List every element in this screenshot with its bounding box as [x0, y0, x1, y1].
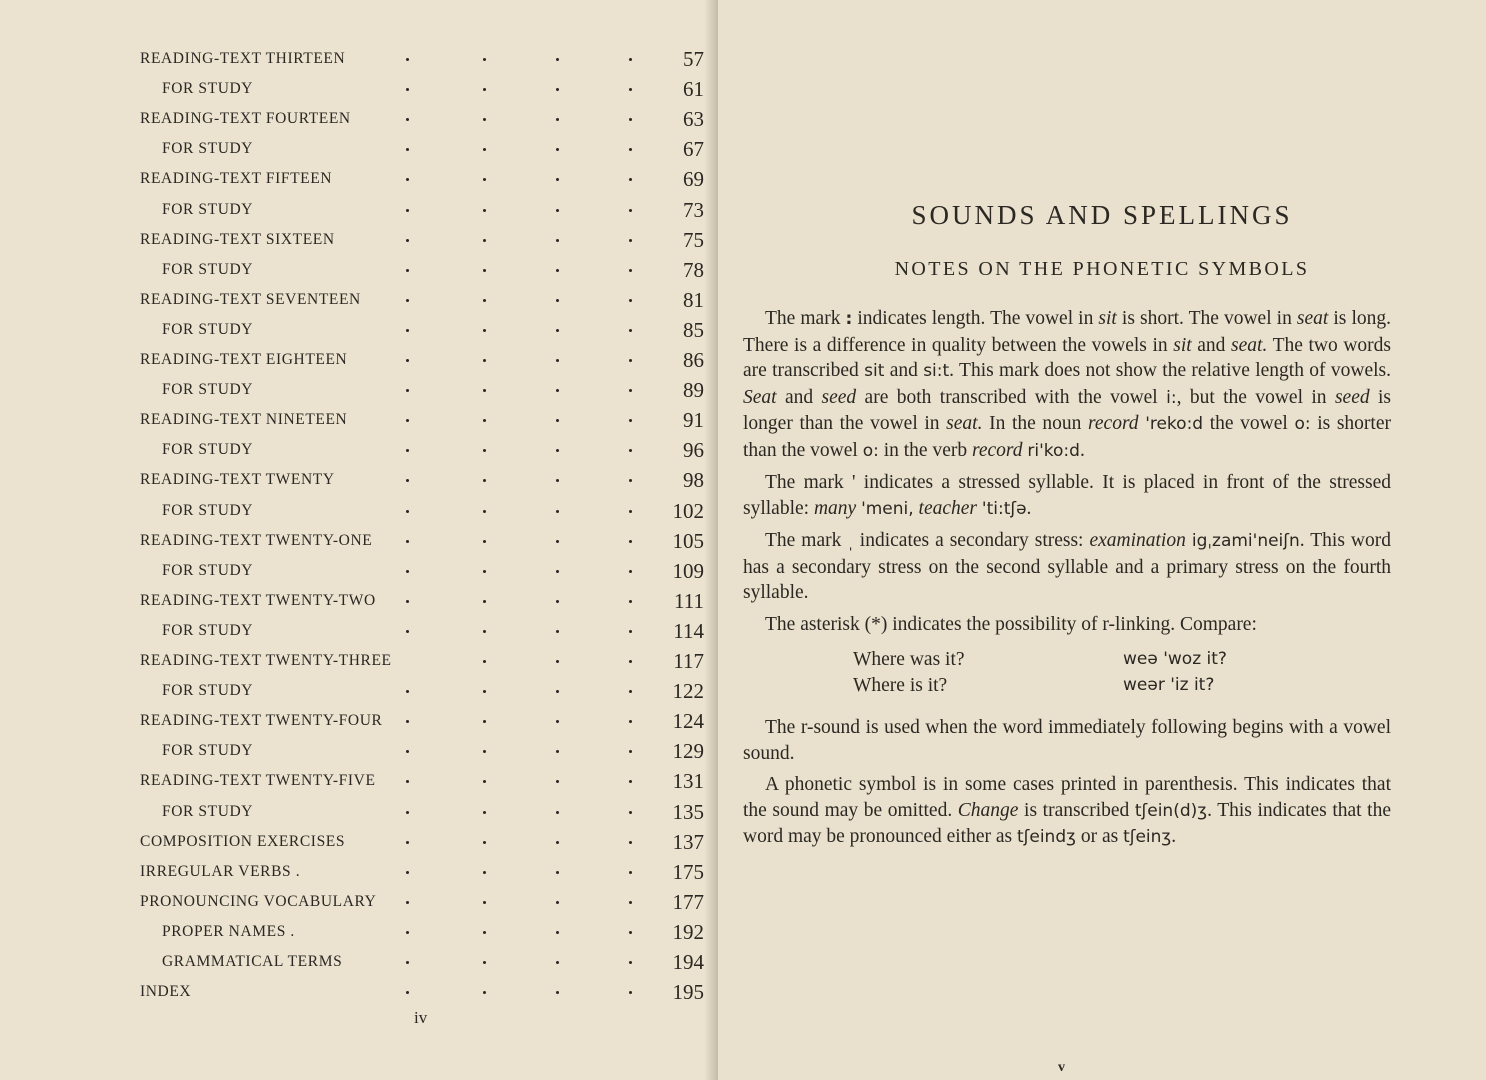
- example-phonetic: weə 'woz it?: [1123, 649, 1227, 669]
- leader-dot: [629, 720, 632, 723]
- toc-leader-dots: [0, 887, 718, 917]
- toc-entry: [0, 736, 718, 766]
- toc-entry-page: 86: [683, 348, 704, 372]
- toc-entry-label: GRAMMATICAL TERMS: [162, 953, 343, 970]
- toc-entry-label: READING-TEXT EIGHTEEN: [140, 351, 348, 368]
- toc-entry-label: FOR STUDY: [162, 80, 254, 98]
- leader-dot: [406, 389, 409, 392]
- toc-entry-label: FOR STUDY: [162, 260, 254, 278]
- toc-leader-dots: [0, 496, 718, 526]
- toc-entry: [0, 195, 718, 225]
- leader-dot: [406, 118, 409, 121]
- leader-dot: [483, 359, 486, 362]
- toc-entry-page: 105: [672, 528, 704, 553]
- leader-dot: [556, 239, 559, 242]
- toc-entry: [0, 255, 718, 285]
- example-row: [743, 673, 1391, 699]
- toc-entry: [0, 375, 718, 405]
- toc-entry-label: FOR STUDY: [162, 621, 254, 639]
- leader-dot: [629, 570, 632, 573]
- leader-dot: [406, 299, 409, 302]
- toc-entry-page: 109: [672, 558, 704, 583]
- toc-leader-dots: [0, 827, 718, 857]
- toc-entry: [0, 74, 718, 104]
- leader-dot: [556, 88, 559, 91]
- toc-entry-page: 67: [683, 137, 704, 162]
- leader-dot: [483, 88, 486, 91]
- toc-entry: [0, 435, 718, 465]
- leader-dot: [556, 269, 559, 272]
- toc-leader-dots: [0, 947, 718, 977]
- leader-dot: [556, 359, 559, 362]
- toc-leader-dots: [0, 225, 718, 255]
- leader-dot: [483, 329, 486, 332]
- leader-dot: [406, 510, 409, 513]
- toc-entry-page: 73: [683, 197, 704, 222]
- toc-leader-dots: [0, 736, 718, 766]
- leader-dot: [406, 991, 409, 994]
- leader-dot: [629, 901, 632, 904]
- leader-dot: [556, 720, 559, 723]
- leader-dot: [483, 58, 486, 61]
- leader-dot: [629, 600, 632, 603]
- toc-entry-label: PROPER NAMES .: [162, 922, 295, 940]
- toc-entry: [0, 977, 718, 1007]
- leader-dot: [406, 88, 409, 91]
- toc-leader-dots: [0, 435, 718, 465]
- toc-entry-page: 131: [672, 769, 704, 794]
- leader-dot: [483, 811, 486, 814]
- example-phonetic: weər 'iz it?: [1123, 675, 1215, 695]
- leader-dot: [483, 750, 486, 753]
- leader-dot: [556, 811, 559, 814]
- toc-leader-dots: [0, 706, 718, 736]
- toc-leader-dots: [0, 164, 718, 194]
- leader-dot: [556, 991, 559, 994]
- toc-leader-dots: [0, 676, 718, 706]
- toc-entry: [0, 917, 718, 947]
- toc-entry-page: 195: [672, 980, 704, 1005]
- paragraph-length-mark: The mark : indicates length. The vowel in sit is short. The vowel in seat is long. There is a difference in quality between the vowels in sit and seat. The two words are transcribed sit and si:t. This mark does not show the relative length of vowels. Seat and seed are both transcribed with the vowel i:, but the vowel in seed is longer than the vowel in seat. In the noun record 'reko:d the vowel o: is shorter than the vowel o: in the verb record ri'ko:d.: [743, 308, 1392, 461]
- leader-dot: [556, 299, 559, 302]
- leader-dot: [556, 178, 559, 181]
- toc-leader-dots: [0, 917, 718, 947]
- toc-leader-dots: [0, 405, 718, 435]
- leader-dot: [406, 841, 409, 844]
- toc-leader-dots: [0, 586, 718, 616]
- leader-dot: [483, 299, 486, 302]
- toc-leader-dots: [0, 465, 718, 495]
- leader-dot: [483, 178, 486, 181]
- leader-dot: [556, 780, 559, 783]
- leader-dot: [406, 600, 409, 603]
- toc-entry: [0, 164, 718, 194]
- toc-entry-page: 122: [672, 679, 704, 704]
- leader-dot: [629, 750, 632, 753]
- leader-dot: [629, 540, 632, 543]
- toc-entry-label: READING-TEXT TWENTY-FOUR: [140, 712, 383, 730]
- leader-dot: [629, 329, 632, 332]
- toc-entry-page: 117: [673, 649, 704, 673]
- toc-entry-label: READING-TEXT SEVENTEEN: [140, 290, 361, 308]
- leader-dot: [483, 449, 486, 452]
- leader-dot: [556, 389, 559, 392]
- toc-leader-dots: [0, 44, 718, 74]
- toc-entry-page: 129: [672, 739, 704, 764]
- toc-leader-dots: [0, 616, 718, 646]
- leader-dot: [483, 209, 486, 212]
- leader-dot: [629, 479, 632, 482]
- leader-dot: [629, 389, 632, 392]
- leader-dot: [483, 570, 486, 573]
- leader-dot: [556, 449, 559, 452]
- toc-entry-label: READING-TEXT THIRTEEN: [140, 50, 346, 67]
- leader-dot: [629, 931, 632, 934]
- leader-dot: [556, 510, 559, 513]
- leader-dot: [406, 570, 409, 573]
- toc-entry-page: 81: [683, 287, 704, 312]
- toc-entry: [0, 405, 718, 435]
- leader-dot: [629, 780, 632, 783]
- toc-leader-dots: [0, 556, 718, 586]
- toc-leader-dots: [0, 766, 718, 796]
- leader-dot: [629, 118, 632, 121]
- leader-dot: [556, 118, 559, 121]
- leader-dot: [629, 811, 632, 814]
- toc-entry: [0, 827, 718, 857]
- leader-dot: [483, 660, 486, 663]
- toc-entry-page: 69: [683, 167, 704, 192]
- toc-entry-label: INDEX: [140, 983, 192, 1001]
- toc-entry-label: READING-TEXT FOURTEEN: [140, 110, 351, 128]
- leader-dot: [556, 630, 559, 633]
- leader-dot: [556, 750, 559, 753]
- toc-entry-label: FOR STUDY: [162, 140, 254, 158]
- leader-dot: [483, 720, 486, 723]
- toc-entry-label: FOR STUDY: [162, 381, 254, 399]
- leader-dot: [406, 750, 409, 753]
- leader-dot: [483, 239, 486, 242]
- leader-dot: [406, 479, 409, 482]
- leader-dot: [483, 871, 486, 874]
- toc-entry-label: FOR STUDY: [162, 501, 254, 519]
- leader-dot: [629, 510, 632, 513]
- leader-dot: [629, 630, 632, 633]
- page-subtitle: NOTES ON THE PHONETIC SYMBOLS: [894, 258, 1310, 280]
- toc-leader-dots: [0, 857, 718, 887]
- leader-dot: [406, 690, 409, 693]
- toc-entry: [0, 646, 718, 676]
- leader-dot: [406, 449, 409, 452]
- toc-leader-dots: [0, 74, 718, 104]
- leader-dot: [483, 148, 486, 151]
- leader-dot: [483, 991, 486, 994]
- toc-entry-label: FOR STUDY: [162, 320, 254, 338]
- leader-dot: [556, 540, 559, 543]
- toc-entry-label: FOR STUDY: [162, 742, 254, 760]
- toc-entry: [0, 526, 718, 556]
- toc-leader-dots: [0, 104, 718, 134]
- toc-entry-label: FOR STUDY: [162, 682, 254, 700]
- leader-dot: [629, 961, 632, 964]
- leader-dot: [556, 479, 559, 482]
- leader-dot: [629, 178, 632, 181]
- leader-dot: [556, 600, 559, 603]
- toc-entry-label: READING-TEXT SIXTEEN: [140, 230, 335, 248]
- leader-dot: [406, 871, 409, 874]
- paragraph-asterisk: The asterisk (*) indicates the possibility of r-linking. Compare:: [765, 613, 1257, 635]
- toc-entry: [0, 857, 718, 887]
- leader-dot: [629, 58, 632, 61]
- leader-dot: [483, 540, 486, 543]
- leader-dot: [406, 961, 409, 964]
- leader-dot: [406, 540, 409, 543]
- leader-dot: [629, 209, 632, 212]
- leader-dot: [556, 148, 559, 151]
- toc-entry-page: 111: [674, 588, 704, 613]
- leader-dot: [406, 269, 409, 272]
- toc-entry-page: 124: [672, 709, 704, 734]
- right-page: [718, 0, 1486, 1080]
- toc-leader-dots: [0, 285, 718, 315]
- leader-dot: [406, 209, 409, 212]
- left-page-folio: iv: [414, 1008, 428, 1027]
- leader-dot: [556, 58, 559, 61]
- leader-dot: [483, 510, 486, 513]
- toc-entry-page: 57: [683, 47, 704, 71]
- toc-entry: [0, 556, 718, 586]
- toc-entry-page: 194: [672, 950, 704, 974]
- leader-dot: [483, 901, 486, 904]
- leader-dot: [556, 570, 559, 573]
- toc-entry: [0, 797, 718, 827]
- leader-dot: [556, 419, 559, 422]
- leader-dot: [406, 178, 409, 181]
- toc-entry-page: 114: [673, 618, 704, 643]
- toc-entry-label: IRREGULAR VERBS .: [140, 862, 301, 880]
- toc-entry-label: READING-TEXT TWENTY: [140, 471, 335, 489]
- leader-dot: [556, 329, 559, 332]
- leader-dot: [629, 871, 632, 874]
- leader-dot: [629, 269, 632, 272]
- toc-entry: [0, 766, 718, 796]
- leader-dot: [406, 148, 409, 151]
- toc-entry: [0, 104, 718, 134]
- leader-dot: [629, 991, 632, 994]
- leader-dot: [556, 690, 559, 693]
- toc-entry-label: READING-TEXT TWENTY-THREE: [140, 652, 392, 669]
- leader-dot: [629, 299, 632, 302]
- leader-dot: [406, 901, 409, 904]
- leader-dot: [629, 419, 632, 422]
- leader-dot: [629, 841, 632, 844]
- toc-entry: [0, 345, 718, 375]
- toc-entry-label: COMPOSITION EXERCISES: [140, 832, 346, 850]
- toc-entry-page: 175: [672, 859, 704, 884]
- toc-entry-label: PRONOUNCING VOCABULARY: [140, 892, 377, 910]
- leader-dot: [406, 359, 409, 362]
- toc-entry-page: 63: [683, 107, 704, 132]
- leader-dot: [556, 901, 559, 904]
- leader-dot: [556, 871, 559, 874]
- toc-entry-page: 91: [683, 408, 704, 433]
- example-row: [743, 647, 1391, 673]
- leader-dot: [483, 600, 486, 603]
- paragraph-secondary-stress: The mark ˌ indicates a secondary stress: examination igˌzami'neiʃn. This word has a secondary stress on the second syllable and a primary stress on the fourth syllable.: [743, 530, 1391, 603]
- left-page: [0, 0, 718, 1080]
- leader-dot: [483, 931, 486, 934]
- toc-entry: [0, 44, 718, 74]
- leader-dot: [483, 269, 486, 272]
- leader-dot: [406, 811, 409, 814]
- toc-entry: [0, 616, 718, 646]
- leader-dot: [483, 118, 486, 121]
- toc-entry: [0, 706, 718, 736]
- toc-leader-dots: [0, 134, 718, 164]
- leader-dot: [483, 780, 486, 783]
- toc-entry: [0, 285, 718, 315]
- leader-dot: [629, 359, 632, 362]
- toc-entry-page: 137: [672, 829, 704, 854]
- toc-entry-page: 61: [683, 77, 704, 102]
- toc-entry-label: FOR STUDY: [162, 561, 254, 579]
- leader-dot: [483, 690, 486, 693]
- leader-dot: [629, 690, 632, 693]
- toc-entry: [0, 676, 718, 706]
- leader-dot: [629, 148, 632, 151]
- leader-dot: [556, 841, 559, 844]
- toc-leader-dots: [0, 977, 718, 1007]
- toc-leader-dots: [0, 375, 718, 405]
- toc-entry: [0, 947, 718, 977]
- leader-dot: [629, 88, 632, 91]
- leader-dot: [406, 58, 409, 61]
- leader-dot: [629, 449, 632, 452]
- toc-entry-label: READING-TEXT TWENTY-TWO: [140, 591, 376, 609]
- example-text: Where was it?: [853, 649, 965, 670]
- toc-entry-page: 75: [683, 227, 704, 252]
- toc-entry: [0, 586, 718, 616]
- toc-entry-page: 102: [672, 498, 704, 523]
- toc-entry-label: READING-TEXT TWENTY-FIVE: [140, 772, 376, 790]
- leader-dot: [556, 931, 559, 934]
- toc-entry-label: READING-TEXT NINETEEN: [140, 411, 348, 429]
- toc-entry: [0, 225, 718, 255]
- leader-dot: [556, 660, 559, 663]
- toc-leader-dots: [0, 345, 718, 375]
- toc-entry: [0, 887, 718, 917]
- toc-leader-dots: [0, 526, 718, 556]
- paragraph-r-sound: The r-sound is used when the word immediately following begins with a vowel sound.: [743, 717, 1391, 764]
- leader-dot: [406, 780, 409, 783]
- toc-entry-label: FOR STUDY: [162, 441, 254, 459]
- leader-dot: [629, 239, 632, 242]
- toc-entry: [0, 465, 718, 495]
- r-linking-examples: [743, 647, 1391, 705]
- leader-dot: [629, 660, 632, 663]
- toc-entry-label: FOR STUDY: [162, 200, 254, 218]
- toc-entry-page: 135: [672, 799, 704, 824]
- leader-dot: [483, 841, 486, 844]
- leader-dot: [406, 329, 409, 332]
- toc-entry-label: READING-TEXT TWENTY-ONE: [140, 531, 373, 549]
- leader-dot: [483, 479, 486, 482]
- toc-entry-page: 98: [683, 468, 704, 493]
- leader-dot: [406, 630, 409, 633]
- leader-dot: [483, 419, 486, 422]
- toc-leader-dots: [0, 195, 718, 225]
- toc-entry-label: FOR STUDY: [162, 802, 254, 820]
- leader-dot: [406, 720, 409, 723]
- leader-dot: [483, 961, 486, 964]
- leader-dot: [406, 419, 409, 422]
- page-title: SOUNDS AND SPELLINGS: [911, 200, 1293, 230]
- toc-entry-page: 89: [683, 378, 704, 403]
- leader-dot: [556, 209, 559, 212]
- toc-entry-page: 177: [672, 889, 704, 914]
- example-text: Where is it?: [853, 675, 948, 696]
- toc-entry-page: 96: [683, 438, 704, 463]
- toc-entry-page: 85: [683, 317, 704, 342]
- toc-entry: [0, 315, 718, 345]
- toc-leader-dots: [0, 315, 718, 345]
- body-text: [743, 306, 1391, 857]
- leader-dot: [406, 931, 409, 934]
- leader-dot: [556, 961, 559, 964]
- toc-leader-dots: [0, 646, 718, 676]
- toc-leader-dots: [0, 797, 718, 827]
- toc-leader-dots: [0, 255, 718, 285]
- toc-entry: [0, 496, 718, 526]
- toc-entry: [0, 134, 718, 164]
- toc-entry-page: 78: [683, 257, 704, 282]
- toc-entry-page: 192: [672, 919, 704, 944]
- leader-dot: [406, 239, 409, 242]
- toc-entry-label: READING-TEXT FIFTEEN: [140, 170, 333, 188]
- right-page-folio: v: [1058, 1060, 1065, 1075]
- paragraph-parenthesis: A phonetic symbol is in some cases printed in parenthesis. This indicates that the sound may be omitted. Change is transcribed tʃein(d)ʒ. This indicates that the word may be pronounced either as tʃeindʒ or as tʃeinʒ.: [743, 774, 1392, 847]
- leader-dot: [483, 630, 486, 633]
- leader-dot: [483, 389, 486, 392]
- paragraph-stress-mark: The mark ' indicates a stressed syllable. It is placed in front of the stressed syllable: many 'meni, teacher 'ti:tʃə.: [743, 472, 1391, 519]
